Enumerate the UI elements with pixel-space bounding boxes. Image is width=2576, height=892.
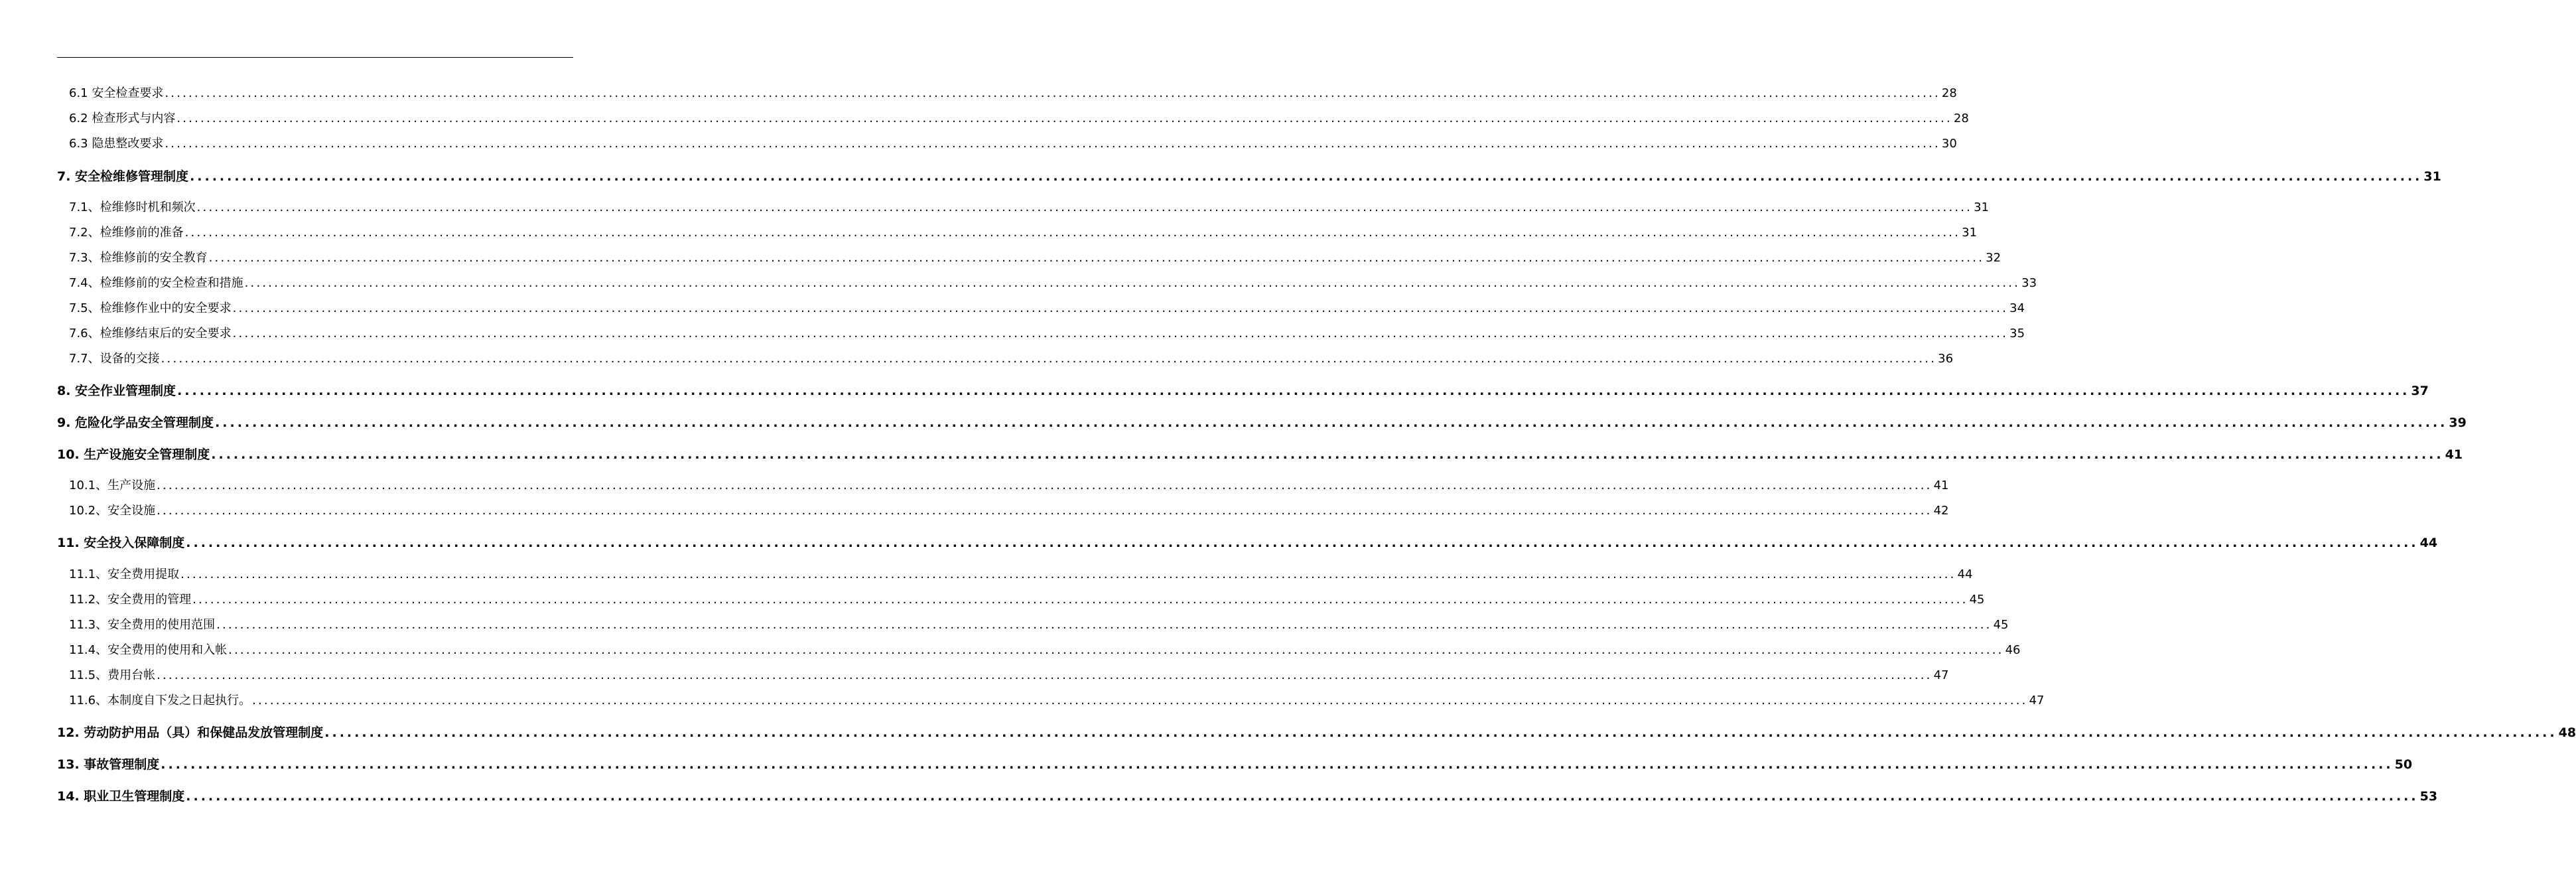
toc-dot-leader: ............................................................................................................................................................................................................................................................................................................ bbox=[157, 668, 1932, 682]
toc-dot-leader: ............................................................................................................................................................................................................................................................................................................ bbox=[252, 694, 2028, 707]
toc-chapter-entry[interactable] bbox=[57, 786, 2438, 804]
toc-entry-label: 11.6、本制度自下发之日起执行。 bbox=[69, 694, 251, 707]
toc-page-number: 35 bbox=[2009, 327, 2025, 340]
toc-section-entry[interactable] bbox=[69, 691, 2045, 708]
toc-entry-label: 13. 事故管理制度 bbox=[57, 757, 160, 772]
toc-page-number: 50 bbox=[2394, 757, 2413, 772]
toc-section-entry[interactable] bbox=[69, 324, 2025, 341]
toc-chapter-entry[interactable] bbox=[57, 723, 2576, 741]
toc-dot-leader: ............................................................................................................................................................................................................................................................................................................ bbox=[211, 447, 2444, 462]
toc-page-number: 48 bbox=[2558, 725, 2576, 740]
toc-entry-label: 7.5、检维修作业中的安全要求 bbox=[69, 301, 232, 315]
toc-entry-label: 12. 劳动防护用品（具）和保健品发放管理制度 bbox=[57, 725, 324, 740]
toc-page-number: 42 bbox=[1933, 504, 1949, 518]
toc-dot-leader: ............................................................................................................................................................................................................................................................................................................ bbox=[232, 327, 2009, 340]
toc-dot-leader: ............................................................................................................................................................................................................................................................................................................ bbox=[228, 643, 2004, 657]
toc-page-number: 45 bbox=[1993, 618, 2009, 632]
toc-entry-label: 10. 生产设施安全管理制度 bbox=[57, 447, 210, 462]
toc-entry-label: 11. 安全投入保障制度 bbox=[57, 536, 185, 550]
toc-page-number: 32 bbox=[1986, 251, 2001, 265]
toc-section-entry[interactable] bbox=[69, 640, 2021, 658]
toc-dot-leader: ............................................................................................................................................................................................................................................................................................................ bbox=[176, 112, 1952, 125]
toc-page-number: 31 bbox=[1962, 226, 1978, 240]
toc-page-number: 31 bbox=[2423, 169, 2441, 184]
toc-dot-leader: ............................................................................................................................................................................................................................................................................................................ bbox=[208, 251, 1985, 265]
toc-page-number: 33 bbox=[2021, 276, 2037, 290]
toc-page-number: 53 bbox=[2419, 789, 2438, 804]
toc-entry-label: 11.2、安全费用的管理 bbox=[69, 593, 192, 607]
toc-page-number: 28 bbox=[1953, 112, 1969, 125]
toc-chapter-entry[interactable] bbox=[57, 413, 2467, 431]
toc-dot-leader: ............................................................................................................................................................................................................................................................................................................ bbox=[232, 301, 2009, 315]
toc-dot-leader: ............................................................................................................................................................................................................................................................................................................ bbox=[161, 352, 1937, 366]
toc-page-number: 37 bbox=[2411, 384, 2429, 398]
toc-entry-label: 8. 安全作业管理制度 bbox=[57, 384, 176, 398]
toc-entry-label: 11.4、安全费用的使用和入帐 bbox=[69, 643, 228, 657]
toc-entry-label: 9. 危险化学品安全管理制度 bbox=[57, 415, 214, 430]
toc-page-number: 44 bbox=[1957, 567, 1973, 581]
toc-entry-label: 14. 职业卫生管理制度 bbox=[57, 789, 185, 804]
toc-page-number: 36 bbox=[1938, 352, 1954, 366]
toc-page-number: 31 bbox=[1974, 200, 1990, 214]
toc-page-number: 45 bbox=[1969, 593, 1985, 607]
toc-section-entry[interactable] bbox=[69, 565, 1973, 582]
toc-entry-label: 11.3、安全费用的使用范围 bbox=[69, 618, 216, 632]
toc-chapter-entry[interactable] bbox=[57, 533, 2438, 551]
toc-section-entry[interactable] bbox=[69, 590, 1985, 607]
toc-section-entry[interactable] bbox=[69, 666, 1949, 683]
toc-section-entry[interactable] bbox=[69, 198, 1990, 215]
toc-entry-label: 7.3、检维修前的安全教育 bbox=[69, 251, 208, 265]
toc-dot-leader: ............................................................................................................................................................................................................................................................................................................ bbox=[324, 725, 2557, 740]
toc-page-number: 39 bbox=[2449, 415, 2467, 430]
toc-entry-label: 6.2 检查形式与内容 bbox=[69, 112, 176, 125]
toc-dot-leader: ............................................................................................................................................................................................................................................................................................................ bbox=[180, 567, 1956, 581]
toc-chapter-entry[interactable] bbox=[57, 755, 2413, 773]
toc-chapter-entry[interactable] bbox=[57, 381, 2429, 399]
toc-entry-label: 7.4、检维修前的安全检查和措施 bbox=[69, 276, 243, 290]
toc-entry-label: 6.3 隐患整改要求 bbox=[69, 137, 164, 151]
toc-dot-leader: ............................................................................................................................................................................................................................................................................................................ bbox=[157, 504, 1932, 518]
toc-entry-label: 7.6、检维修结束后的安全要求 bbox=[69, 327, 232, 340]
header-rule bbox=[57, 57, 573, 58]
toc-page-number: 47 bbox=[2029, 694, 2045, 707]
toc-dot-leader: ............................................................................................................................................................................................................................................................................................................ bbox=[177, 384, 2410, 398]
toc-dot-leader: ............................................................................................................................................................................................................................................................................................................ bbox=[161, 757, 2394, 772]
toc-page-number: 30 bbox=[1941, 137, 1957, 151]
toc-section-entry[interactable] bbox=[69, 223, 1978, 240]
toc-dot-leader: ............................................................................................................................................................................................................................................................................................................ bbox=[186, 789, 2419, 804]
toc-chapter-entry[interactable] bbox=[57, 445, 2463, 463]
toc-entry-label: 10.1、生产设施 bbox=[69, 479, 156, 492]
toc-section-entry[interactable] bbox=[69, 615, 2009, 632]
toc-section-entry[interactable] bbox=[69, 84, 1957, 101]
toc-dot-leader: ............................................................................................................................................................................................................................................................................................................ bbox=[196, 200, 1973, 214]
toc-section-entry[interactable] bbox=[69, 349, 1954, 366]
toc-dot-leader: ............................................................................................................................................................................................................................................................................................................ bbox=[215, 415, 2448, 430]
toc-page-number: 34 bbox=[2009, 301, 2025, 315]
toc-section-entry[interactable] bbox=[69, 109, 1969, 126]
toc-page-number: 41 bbox=[2445, 447, 2463, 462]
toc-page-number: 41 bbox=[1933, 479, 1949, 492]
toc-dot-leader: ............................................................................................................................................................................................................................................................................................................ bbox=[192, 593, 1968, 607]
toc-page-number: 28 bbox=[1941, 86, 1957, 100]
toc-entry-label: 7.2、检维修前的准备 bbox=[69, 226, 184, 240]
toc-dot-leader: ............................................................................................................................................................................................................................................................................................................ bbox=[190, 169, 2423, 184]
toc-page-number: 46 bbox=[2005, 643, 2021, 657]
toc-entry-label: 11.5、费用台帐 bbox=[69, 668, 156, 682]
toc-page-number: 47 bbox=[1933, 668, 1949, 682]
toc-section-entry[interactable] bbox=[69, 273, 2037, 291]
toc-entry-label: 10.2、安全设施 bbox=[69, 504, 156, 518]
toc-section-entry[interactable] bbox=[69, 134, 1957, 151]
toc-entry-label: 7.1、检维修时机和频次 bbox=[69, 200, 196, 214]
toc-entry-label: 7.7、设备的交接 bbox=[69, 352, 160, 366]
toc-dot-leader: ............................................................................................................................................................................................................................................................................................................ bbox=[165, 86, 1940, 100]
toc-section-entry[interactable] bbox=[69, 476, 1949, 493]
toc-dot-leader: ............................................................................................................................................................................................................................................................................................................ bbox=[157, 479, 1932, 492]
toc-dot-leader: ............................................................................................................................................................................................................................................................................................................ bbox=[244, 276, 2021, 290]
toc-section-entry[interactable] bbox=[69, 248, 2001, 265]
toc-dot-leader: ............................................................................................................................................................................................................................................................................................................ bbox=[184, 226, 1961, 240]
toc-entry-label: 6.1 安全检查要求 bbox=[69, 86, 164, 100]
toc-section-entry[interactable] bbox=[69, 501, 1949, 518]
toc-section-entry[interactable] bbox=[69, 299, 2025, 316]
toc-entry-label: 7. 安全检维修管理制度 bbox=[57, 169, 189, 184]
toc-chapter-entry[interactable] bbox=[57, 167, 2441, 185]
toc-page-number: 44 bbox=[2419, 536, 2438, 550]
toc-dot-leader: ............................................................................................................................................................................................................................................................................................................ bbox=[186, 536, 2419, 550]
toc-dot-leader: ............................................................................................................................................................................................................................................................................................................ bbox=[165, 137, 1940, 151]
toc-dot-leader: ............................................................................................................................................................................................................................................................................................................ bbox=[216, 618, 1992, 632]
toc-entry-label: 11.1、安全费用提取 bbox=[69, 567, 180, 581]
